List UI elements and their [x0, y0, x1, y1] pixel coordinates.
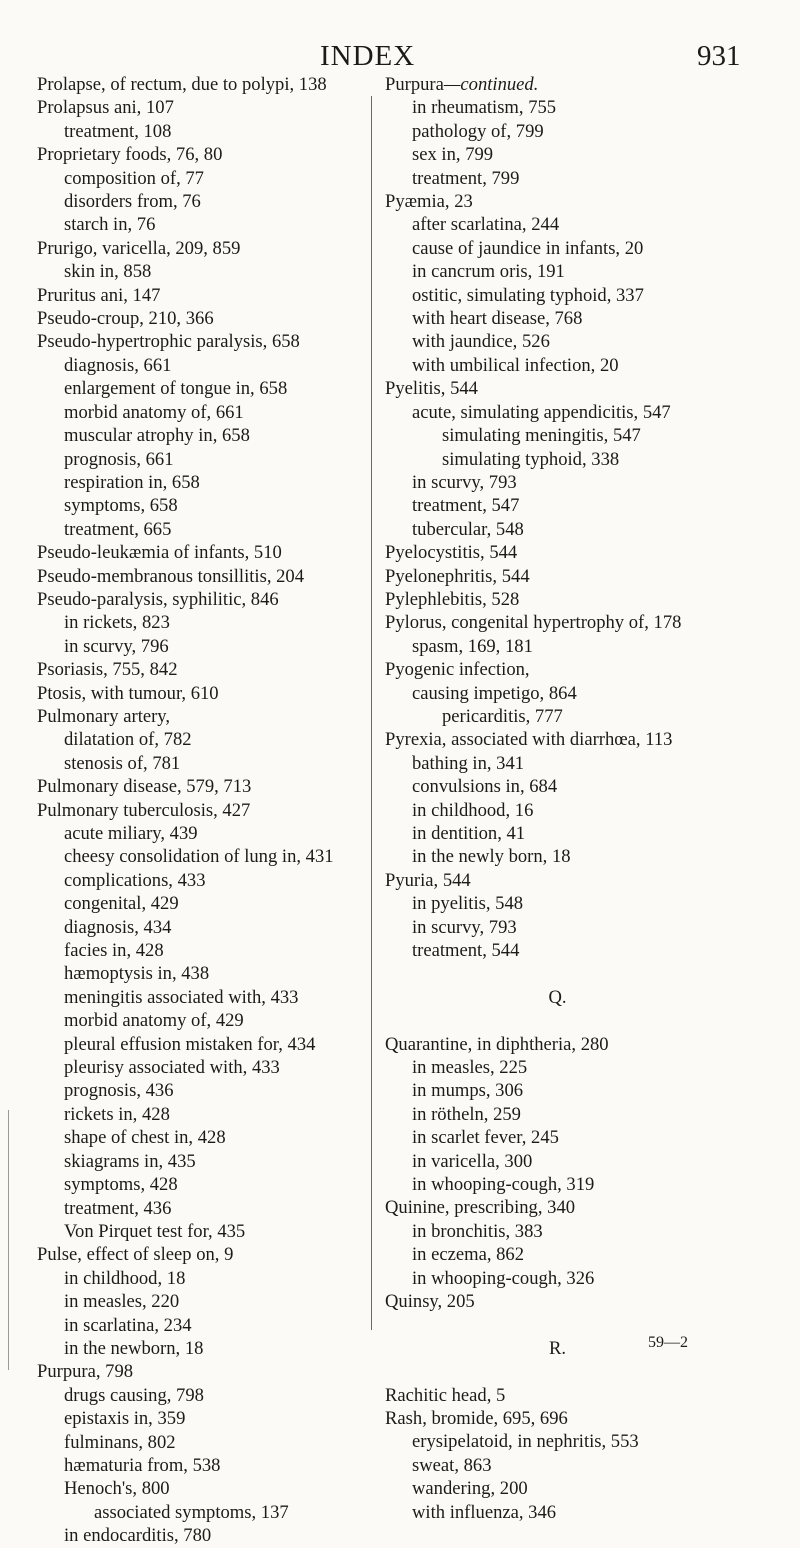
entry-text: causing impetigo, 864 [412, 682, 577, 704]
index-heading [37, 565, 437, 588]
entry-text: Pseudo-paralysis, syphilitic, 846 [37, 588, 279, 610]
index-subentry [385, 822, 790, 845]
entry-text: in rickets, 823 [64, 612, 170, 634]
entry-text: acute miliary, 439 [64, 823, 198, 844]
entry-text: Pyrexia, associated with diarrhœa, 113 [385, 729, 673, 751]
entry-text: Rachitic head, 5 [385, 1384, 506, 1406]
index-heading [385, 73, 790, 96]
entry-text: Proprietary foods, 76, 80 [37, 144, 223, 166]
index-subentry [37, 728, 437, 751]
entry-text: Pseudo-hypertrophic paralysis, 658 [37, 331, 300, 353]
entry-text: facies in, 428 [64, 940, 164, 962]
entry-text: Quinsy, 205 [385, 1291, 475, 1313]
index-subentry [385, 471, 790, 494]
index-subentry [37, 448, 437, 471]
entry-text: epistaxis in, 359 [64, 1408, 186, 1430]
index-heading [37, 1243, 437, 1266]
index-column-left [37, 73, 437, 1548]
entry-text: Pulse, effect of sleep on, 9 [37, 1244, 234, 1266]
index-heading [37, 330, 437, 353]
index-subentry [385, 1126, 790, 1149]
index-subentry [37, 167, 437, 190]
index-subentry [385, 1267, 790, 1290]
entry-text: in varicella, 300 [412, 1150, 533, 1172]
entry-text: in scarlatina, 234 [64, 1314, 192, 1336]
entry-text: meningitis associated with, 433 [64, 986, 299, 1008]
entry-text: congenital, 429 [64, 893, 179, 915]
index-heading [37, 143, 437, 166]
index-subentry [37, 1454, 437, 1477]
index-subentry [385, 1454, 790, 1477]
entry-text: skiagrams in, 435 [64, 1150, 196, 1172]
entry-text: in the newly born, 18 [412, 846, 571, 868]
entry-text: dilatation of, 782 [64, 729, 192, 751]
entry-text: treatment, 436 [64, 1197, 172, 1219]
entry-text: Psoriasis, 755, 842 [37, 659, 178, 681]
section-letter-r: R. [548, 1337, 567, 1359]
index-subentry [385, 1477, 790, 1500]
index-column-right [385, 73, 790, 1524]
index-subentry [385, 916, 790, 939]
index-subentry [37, 1056, 437, 1079]
index-subentry [37, 1337, 437, 1360]
index-heading [385, 611, 790, 634]
index-subentry [37, 1314, 437, 1337]
entry-text: drugs causing, 798 [64, 1384, 204, 1406]
entry-text: in scarlet fever, 245 [412, 1127, 559, 1149]
entry-text: morbid anatomy of, 429 [64, 1010, 244, 1032]
entry-text: with jaundice, 526 [412, 331, 550, 353]
entry-text: with umbilical infection, 20 [412, 354, 619, 376]
entry-text: Prolapse, of rectum, due to polypi, 138 [37, 74, 327, 95]
index-subentry [385, 799, 790, 822]
index-subentry [385, 1243, 790, 1266]
entry-text: complications, 433 [64, 869, 206, 891]
index-heading [37, 284, 437, 307]
entry-text: Quinine, prescribing, 340 [385, 1197, 576, 1219]
entry-text: prognosis, 436 [64, 1080, 174, 1102]
entry-text: diagnosis, 661 [64, 354, 172, 376]
index-subentry [385, 682, 790, 705]
entry-text: treatment, 799 [412, 167, 520, 189]
signature-mark: 59—2 [648, 1334, 688, 1351]
entry-text: in scurvy, 793 [412, 916, 517, 938]
index-subentry [385, 635, 790, 658]
index-subentry [385, 1103, 790, 1126]
entry-text: symptoms, 428 [64, 1174, 178, 1196]
index-subentry [37, 1407, 437, 1430]
entry-text: Pseudo-croup, 210, 366 [37, 308, 214, 330]
index-subentry [37, 1220, 437, 1243]
entry-text: shape of chest in, 428 [64, 1127, 226, 1149]
index-subentry [37, 471, 437, 494]
entry-text: Rash, bromide, 695, 696 [385, 1408, 568, 1430]
index-heading [385, 1196, 790, 1219]
index-subentry [385, 213, 790, 236]
index-block-p [385, 73, 790, 962]
index-subentry [385, 1150, 790, 1173]
entry-text: in childhood, 16 [412, 799, 534, 821]
entry-text: simulating meningitis, 547 [442, 425, 641, 447]
entry-text: spasm, 169, 181 [412, 635, 533, 657]
index-subentry [385, 1079, 790, 1102]
entry-text: starch in, 76 [64, 214, 156, 236]
entry-text: with heart disease, 768 [412, 308, 583, 330]
entry-text: Pseudo-leukæmia of infants, 510 [37, 542, 282, 564]
entry-text: in whooping-cough, 319 [412, 1174, 595, 1196]
index-subentry [37, 260, 437, 283]
index-subentry [385, 1173, 790, 1196]
index-subentry [385, 518, 790, 541]
entry-text: tubercular, 548 [412, 518, 524, 540]
index-heading [385, 541, 790, 564]
index-subentry [37, 962, 437, 985]
page-title: INDEX [320, 40, 416, 72]
index-subentry [37, 494, 437, 517]
entry-text: acute, simulating appendicitis, 547 [412, 401, 671, 423]
entry-text: Pylorus, congenital hypertrophy of, 178 [385, 612, 682, 634]
index-subentry [385, 260, 790, 283]
entry-text: symptoms, 658 [64, 495, 178, 517]
index-subentry [37, 1267, 437, 1290]
entry-text: with influenza, 346 [412, 1501, 557, 1523]
entry-text: morbid anatomy of, 661 [64, 401, 244, 423]
index-subentry [37, 752, 437, 775]
entry-text: Prurigo, varicella, 209, 859 [37, 237, 241, 259]
entry-text: sex in, 799 [412, 144, 494, 166]
entry-text: wandering, 200 [412, 1478, 528, 1500]
index-subentry [37, 1524, 437, 1547]
entry-text: in eczema, 862 [412, 1244, 525, 1266]
entry-text: treatment, 108 [64, 120, 172, 142]
entry-text: Von Pirquet test for, 435 [64, 1220, 246, 1242]
entry-text: in pyelitis, 548 [412, 893, 524, 915]
index-subentry [37, 1173, 437, 1196]
index-subentry [385, 845, 790, 868]
entry-text: fulminans, 802 [64, 1431, 176, 1453]
entry-text: in dentition, 41 [412, 823, 526, 844]
entry-text: in bronchitis, 383 [412, 1220, 543, 1242]
entry-text: muscular atrophy in, 658 [64, 425, 250, 447]
index-subentry [37, 1033, 437, 1056]
entry-text: in scurvy, 796 [64, 635, 169, 657]
index-heading [385, 1290, 790, 1313]
index-subentry [385, 448, 790, 471]
entry-text: in measles, 220 [64, 1291, 180, 1313]
entry-text: pleural effusion mistaken for, 434 [64, 1033, 316, 1055]
index-subentry [385, 284, 790, 307]
entry-text: stenosis of, 781 [64, 752, 181, 774]
index-heading [37, 96, 437, 119]
index-subentry [37, 1103, 437, 1126]
index-subentry [37, 611, 437, 634]
index-subentry [37, 1431, 437, 1454]
entry-text: Pylephlebitis, 528 [385, 588, 520, 610]
index-heading [385, 1033, 790, 1056]
index-heading [37, 1360, 437, 1383]
index-subentry [37, 892, 437, 915]
index-subentry [385, 237, 790, 260]
index-subentry [37, 424, 437, 447]
entry-text: Pseudo-membranous tonsillitis, 204 [37, 565, 305, 587]
index-subentry [37, 120, 437, 143]
index-subentry [37, 401, 437, 424]
index-heading [37, 705, 437, 728]
index-subentry [37, 377, 437, 400]
entry-text: in mumps, 306 [412, 1080, 524, 1102]
index-subentry [385, 705, 790, 728]
index-heading [37, 588, 437, 611]
entry-text: Pulmonary tuberculosis, 427 [37, 799, 251, 821]
index-subentry [37, 1079, 437, 1102]
entry-text: disorders from, 76 [64, 191, 201, 213]
entry-text: Pyelonephritis, 544 [385, 565, 530, 587]
index-subentry [385, 424, 790, 447]
index-heading [385, 190, 790, 213]
entry-text: pleurisy associated with, 433 [64, 1057, 280, 1079]
index-subentry [37, 1384, 437, 1407]
entry-text: respiration in, 658 [64, 471, 200, 493]
index-subentry [385, 892, 790, 915]
entry-text: in the newborn, 18 [64, 1337, 204, 1359]
entry-text: ostitic, simulating typhoid, 337 [412, 284, 644, 306]
entry-text: Pyelitis, 544 [385, 378, 478, 400]
index-subentry [385, 1220, 790, 1243]
index-heading [37, 775, 437, 798]
index-subentry [37, 635, 437, 658]
entry-text: Pyuria, 544 [385, 869, 471, 891]
index-subentry [37, 1009, 437, 1032]
index-subentry [37, 1150, 437, 1173]
entry-text: associated symptoms, 137 [94, 1501, 289, 1523]
index-subentry [37, 916, 437, 939]
entry-text: Prolapsus ani, 107 [37, 97, 174, 119]
entry-text: after scarlatina, 244 [412, 214, 560, 236]
entry-text: treatment, 547 [412, 495, 520, 517]
entry-text: Quarantine, in diphtheria, 280 [385, 1033, 609, 1055]
section-letter-q: Q. [548, 986, 567, 1008]
index-heading [385, 565, 790, 588]
entry-text: bathing in, 341 [412, 752, 525, 774]
entry-text: diagnosis, 434 [64, 916, 172, 938]
index-subentry [385, 120, 790, 143]
entry-text: simulating typhoid, 338 [442, 448, 620, 470]
index-subentry [385, 96, 790, 119]
entry-text: cause of jaundice in infants, 20 [412, 237, 644, 259]
entry-text: pericarditis, 777 [442, 705, 563, 727]
index-subentry [385, 1056, 790, 1079]
entry-text: prognosis, 661 [64, 448, 174, 470]
index-subentry [385, 494, 790, 517]
index-heading [385, 588, 790, 611]
index-subentry [37, 1197, 437, 1220]
index-subentry [385, 167, 790, 190]
entry-text: Henoch's, 800 [64, 1478, 170, 1500]
entry-text: skin in, 858 [64, 261, 152, 283]
entry-text: treatment, 544 [412, 940, 520, 962]
entry-text: sweat, 863 [412, 1454, 492, 1476]
index-subentry [37, 986, 437, 1009]
index-subentry [37, 1477, 437, 1500]
entry-text: Ptosis, with tumour, 610 [37, 682, 219, 704]
entry-text: in rötheln, 259 [412, 1103, 521, 1125]
index-subentry [385, 1430, 790, 1453]
index-subentry [385, 401, 790, 424]
index-heading [37, 658, 437, 681]
entry-text: Pyelocystitis, 544 [385, 542, 518, 564]
entry-text: convulsions in, 684 [412, 776, 558, 798]
index-subentry [385, 307, 790, 330]
index-subentry [385, 354, 790, 377]
index-heading [37, 73, 437, 96]
entry-text: Pyæmia, 23 [385, 191, 473, 213]
entry-text: in childhood, 18 [64, 1267, 186, 1289]
entry-text: enlargement of tongue in, 658 [64, 378, 288, 400]
page-number: 931 [697, 40, 741, 72]
index-subentry [37, 213, 437, 236]
index-heading [385, 728, 790, 751]
entry-text: in rheumatism, 755 [412, 97, 557, 119]
index-heading [37, 541, 437, 564]
entry-text: in whooping-cough, 326 [412, 1267, 595, 1289]
continued-note: —continued. [443, 74, 539, 95]
index-subentry [385, 1501, 790, 1524]
column-divider [371, 96, 372, 1330]
entry-text: cheesy consolidation of lung in, 431 [64, 846, 334, 868]
entry-text: Pulmonary disease, 579, 713 [37, 776, 252, 798]
index-heading [385, 658, 790, 681]
entry-text: rickets in, 428 [64, 1103, 170, 1125]
entry-text: pathology of, 799 [412, 120, 544, 142]
entry-text: Pyogenic infection, [385, 659, 530, 681]
entry-text: Pulmonary artery, [37, 705, 171, 727]
entry-text: hæmaturia from, 538 [64, 1454, 221, 1476]
index-subentry [37, 822, 437, 845]
index-block-r [385, 1384, 790, 1524]
entry-text: hæmoptysis in, 438 [64, 963, 210, 985]
index-heading [37, 237, 437, 260]
index-subentry [385, 939, 790, 962]
index-heading [385, 869, 790, 892]
index-subentry [37, 1501, 437, 1524]
index-subentry [37, 1126, 437, 1149]
index-subentry [37, 190, 437, 213]
index-subentry [37, 845, 437, 868]
index-block-q [385, 1033, 790, 1314]
index-heading [37, 682, 437, 705]
index-subentry [385, 143, 790, 166]
margin-rule [8, 1110, 9, 1370]
index-subentry [385, 330, 790, 353]
index-subentry [37, 1290, 437, 1313]
entry-text: erysipelatoid, in nephritis, 553 [412, 1431, 639, 1453]
index-heading [385, 1384, 790, 1407]
index-subentry [37, 354, 437, 377]
index-subentry [37, 869, 437, 892]
index-subentry [385, 775, 790, 798]
entry-text: in scurvy, 793 [412, 471, 517, 493]
index-subentry [37, 939, 437, 962]
entry-text: in endocarditis, 780 [64, 1525, 212, 1547]
entry-text: Purpura [385, 74, 444, 95]
entry-text: Pruritus ani, 147 [37, 284, 161, 306]
entry-text: in measles, 225 [412, 1057, 528, 1079]
index-heading [385, 377, 790, 400]
index-heading [37, 799, 437, 822]
index-subentry [37, 518, 437, 541]
index-heading [385, 1407, 790, 1430]
entry-text: composition of, 77 [64, 167, 204, 189]
entry-text: treatment, 665 [64, 518, 172, 540]
entry-text: Purpura, 798 [37, 1361, 134, 1383]
index-heading [37, 307, 437, 330]
entry-text: in cancrum oris, 191 [412, 261, 565, 283]
index-subentry [385, 752, 790, 775]
